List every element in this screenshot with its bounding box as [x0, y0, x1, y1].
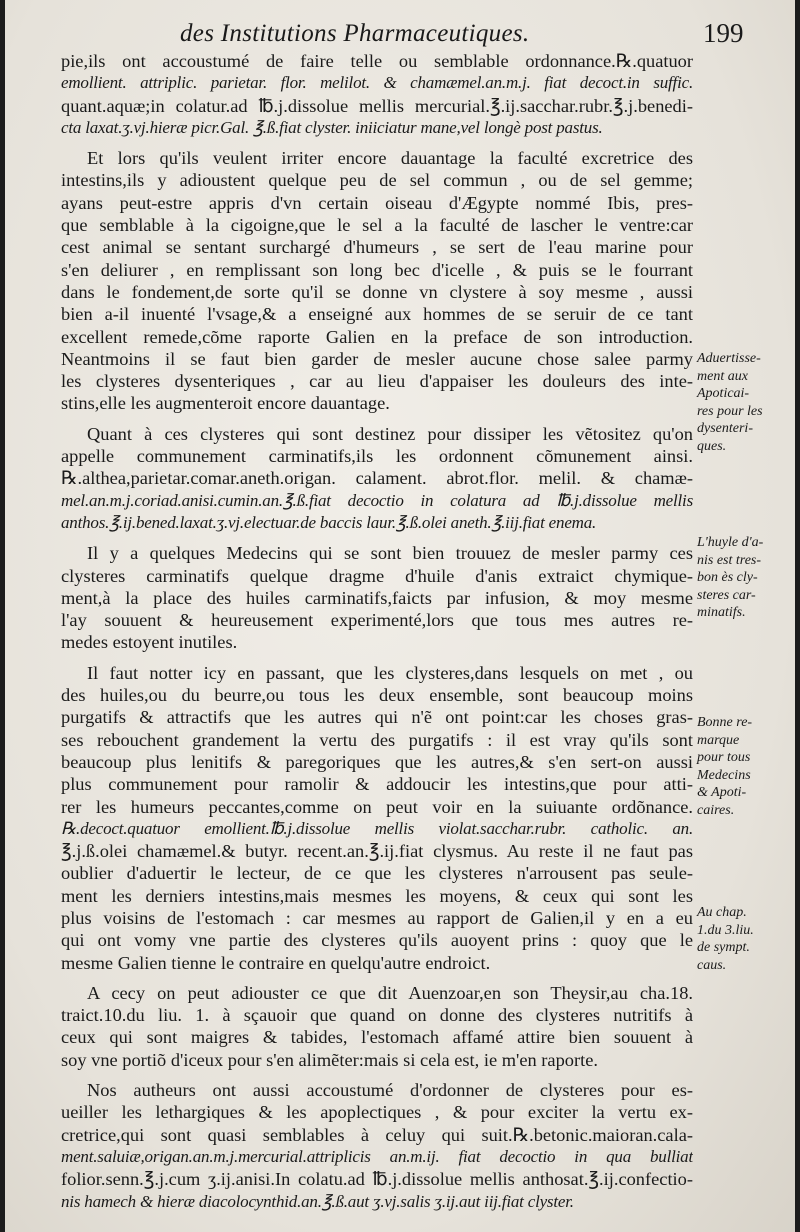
- text-line: Il faut notter icy en passant, que les clysteres,dans lesquels on met , ou: [87, 662, 693, 683]
- paragraph: [61, 982, 693, 1071]
- text-line: anthos.℥.ij.bened.laxat.ʒ.vj.electuar.de baccis laur.℥.ß.olei aneth.℥.iij.fiat enema.: [61, 512, 597, 532]
- text-line: purgatifs & attractifs que les autres qui n'ẽ ont point:car les choses gras-: [61, 707, 693, 728]
- margin-note-au-chap: [697, 904, 754, 974]
- text-line: ℞.althea,parietar.comar.aneth.origan. calament. abrot.flor. melil. & chamæ-: [61, 468, 693, 489]
- text-line: folior.senn.℥.j.cum ʒ.ij.anisi.In colatu.ad ℔.j.dissolue mellis anthosat.℥.ij.confectio-: [61, 1169, 693, 1190]
- running-title: des Institutions Pharmaceutiques.: [180, 20, 530, 47]
- text-line: des huiles,ou du beurre,ou tous les deux ensemble, sont beaucoup moins: [61, 685, 693, 706]
- paragraph: [61, 423, 693, 534]
- text-line: ment,à la place des huiles carminatifs,faicts par infusion, & moy mesme: [61, 587, 693, 608]
- paragraph-gap: [61, 654, 693, 662]
- paragraph-gap: [61, 974, 693, 982]
- text-line: oublier d'aduertir le lecteur, de ce que les clysteres n'arrousent pas seule-: [61, 863, 693, 884]
- margin-note-line: steres car-: [697, 587, 756, 603]
- margin-note-line: pour tous: [697, 750, 751, 765]
- text-line: traict.10.du liu. 1. à sçauoir que quand on donne des clysteres nutritifs à: [61, 1005, 693, 1026]
- text-line: ℞.decoct.quatuor emollient.℔.j.dissolue mellis violat.sacchar.rubr. catholic. an.: [61, 818, 693, 838]
- text-line: ment.saluiæ,origan.an.m.j.mercurial.attriplicis an.m.ij. fiat decoctio in qua bulliat: [61, 1146, 693, 1166]
- paragraph-gap: [61, 415, 693, 423]
- text-line: mesme Galien tienne le contraire en quelqu'autre endroict.: [61, 952, 491, 973]
- margin-note-line: de sympt.: [697, 940, 750, 955]
- margin-note-line: L'huyle d'a-: [697, 535, 764, 550]
- margin-note-line: Medecins: [697, 767, 751, 783]
- text-line: mel.an.m.j.coriad.anisi.cumin.an.℥.ß.fiat decoctio in colatura ad ℔.j.dissolue mellis: [61, 490, 693, 510]
- text-line: cretrice,qui sont quasi semblables à celuy qui suit.℞.betonic.maioran.cala-: [61, 1124, 693, 1145]
- margin-note-line: Aduertisse-: [697, 351, 761, 366]
- margin-note-line: minatifs.: [697, 605, 746, 620]
- paragraph: [61, 147, 693, 415]
- main-text-column: [61, 50, 693, 1213]
- text-line: medes estoyent inutiles.: [61, 632, 238, 653]
- text-line: quant.aquæ;in colatur.ad ℔.j.dissolue mellis mercurial.℥.ij.sacchar.rubr.℥.j.benedi-: [61, 95, 693, 116]
- text-line: plus voisins de l'estomach : car mesmes au rapport de Galien,il y en a eu: [61, 907, 693, 928]
- paragraph-gap: [61, 1071, 693, 1079]
- text-line: emollient. attriplic. parietar. flor. melilot. & chamæmel.an.m.j. fiat decoct.in suffic.: [61, 73, 693, 93]
- margin-note-line: 1.du 3.liu.: [697, 922, 754, 938]
- text-line: que semblable à la cigoigne,que le sel a la faculté de lascher le ventre:car: [61, 215, 693, 236]
- margin-note-line: ment aux: [697, 368, 748, 384]
- paragraph-gap: [61, 534, 693, 542]
- text-line: bien a-il inuenté l'vsage,& a enseigné aux hommes de se seruir de ce tant: [61, 304, 693, 325]
- paragraph: [61, 542, 693, 653]
- text-line: qui ont vomy vne partie des clysteres qu'ils auoyent prins : quoy que le: [61, 930, 693, 951]
- paragraph-gap: [61, 139, 693, 147]
- margin-note-line: nis est tres-: [697, 552, 762, 568]
- text-line: Nos autheurs ont aussi accoustumé d'ordonner de clysteres pour es-: [87, 1080, 693, 1101]
- margin-note-bonne-remarque: [697, 714, 752, 819]
- text-line: intestins,ils y adioustent quelque peu de sel commun , ou de sel gemme;: [61, 170, 693, 191]
- running-header: [5, 14, 795, 48]
- text-line: beaucoup plus lenitifs & paregoriques que les autres,& s'en sert-on aussi: [61, 751, 693, 772]
- text-line: ayans peut-estre appris d'vn certain oiseau d'Ægypte nommé Ibis, pres-: [61, 192, 693, 213]
- text-line: cest animal se sentant surchargé d'humeurs , se sert de l'eau marine pour: [61, 237, 693, 258]
- text-line: cta laxat.ʒ.vj.hieræ picr.Gal. ℥.ß.fiat clyster. iniiciatur mane,vel longè post pastus.: [61, 117, 603, 137]
- margin-note-line: & Apoti-: [697, 785, 747, 800]
- text-line: ueiller les lethargiques & les apoplectiques , & pour exciter la vertu ex-: [61, 1102, 693, 1123]
- paragraph: [61, 1079, 693, 1213]
- margin-note-apoticaires: [697, 350, 763, 455]
- margin-note-line: bon ès cly-: [697, 570, 758, 585]
- page-number: 199: [703, 18, 744, 48]
- margin-note-line: caus.: [697, 957, 727, 973]
- text-line: Et lors qu'ils veulent irriter encore dauantage la faculté excretrice des: [87, 148, 693, 169]
- text-line: Quant à ces clysteres qui sont destinez pour dissiper les vẽtositez qu'on: [87, 423, 693, 444]
- text-line: les clysteres dysenteriques , car au lieu d'appaiser les douleurs des inte-: [61, 371, 693, 392]
- text-line: l'ay souuent & heureusement experimenté,lors que tous mes autres re-: [61, 610, 693, 631]
- text-line: ℥.j.ß.olei chamæmel.& butyr. recent.an.℥.ij.fiat clysmus. Au reste il ne faut pas: [61, 841, 693, 862]
- text-line: nis hamech & hieræ diacolocynthid.an.℥.ß.aut ʒ.vj.salis ʒ.ij.aut iij.fiat clyster.: [61, 1191, 574, 1211]
- text-line: A cecy on peut adiouster ce que dit Auenzoar,en son Theysir,au cha.18.: [87, 982, 693, 1003]
- text-line: s'en deliurer , en remplissant son long bec d'icelle , & puis se le fourrant: [61, 259, 693, 280]
- text-line: dans le fondement,de sorte qu'il se donne vn clystere à soy mesme , aussi: [61, 281, 693, 302]
- text-line: clysteres carminatifs quelque dragme d'huile d'anis extraict chymique-: [61, 565, 693, 586]
- margin-note-line: ques.: [697, 438, 727, 454]
- margin-note-huyle-anis: [697, 534, 763, 622]
- margin-note-line: caires.: [697, 802, 735, 818]
- margin-note-line: Bonne re-: [697, 715, 753, 730]
- text-line: pie,ils ont accoustumé de faire telle ou semblable ordonnance.℞.quatuor: [61, 51, 693, 71]
- text-line: stins,elle les augmenteroit encore dauantage.: [61, 393, 390, 414]
- text-line: plus communement pour ramolir & addoucir les intestins,que pour atti-: [61, 774, 693, 795]
- text-line: excellent remede,cõme raporte Galien en la preface de son introduction.: [61, 326, 693, 347]
- text-line: soy vne portiõ d'iceux pour s'en alimẽter:mais si cela est, ie m'en raporte.: [61, 1049, 598, 1070]
- text-line: rer les humeurs peccantes,comme on peut voir en la suiuante ordõnance.: [61, 796, 693, 817]
- margin-note-line: marque: [697, 732, 740, 748]
- text-line: ceux qui sont maigres & tabides, l'estomach affamé attire bien souuent à: [61, 1027, 693, 1048]
- book-page: [5, 0, 795, 1232]
- paragraph: [61, 662, 693, 974]
- text-line: Il y a quelques Medecins qui se sont bien trouuez de mesler parmy ces: [87, 543, 693, 564]
- text-line: ment les derniers intestins,mais mesmes les moyens, & ceux qui sont les: [61, 885, 693, 906]
- text-line: appelle communement carminatifs,ils les ordonnent cõmunement ainsi.: [61, 446, 693, 467]
- text-line: Neantmoins il se faut bien garder de mesler aucune chose salee parmy: [61, 348, 693, 369]
- paragraph: [61, 50, 693, 139]
- margin-note-line: res pour les: [697, 403, 763, 419]
- margin-note-line: Au chap.: [697, 905, 747, 920]
- margin-note-line: dysenteri-: [697, 421, 753, 436]
- margin-note-line: Apoticai-: [697, 386, 750, 401]
- text-line: ses rebouchent grandement la vertu des purgatifs : il est vray qu'ils sont: [61, 729, 693, 750]
